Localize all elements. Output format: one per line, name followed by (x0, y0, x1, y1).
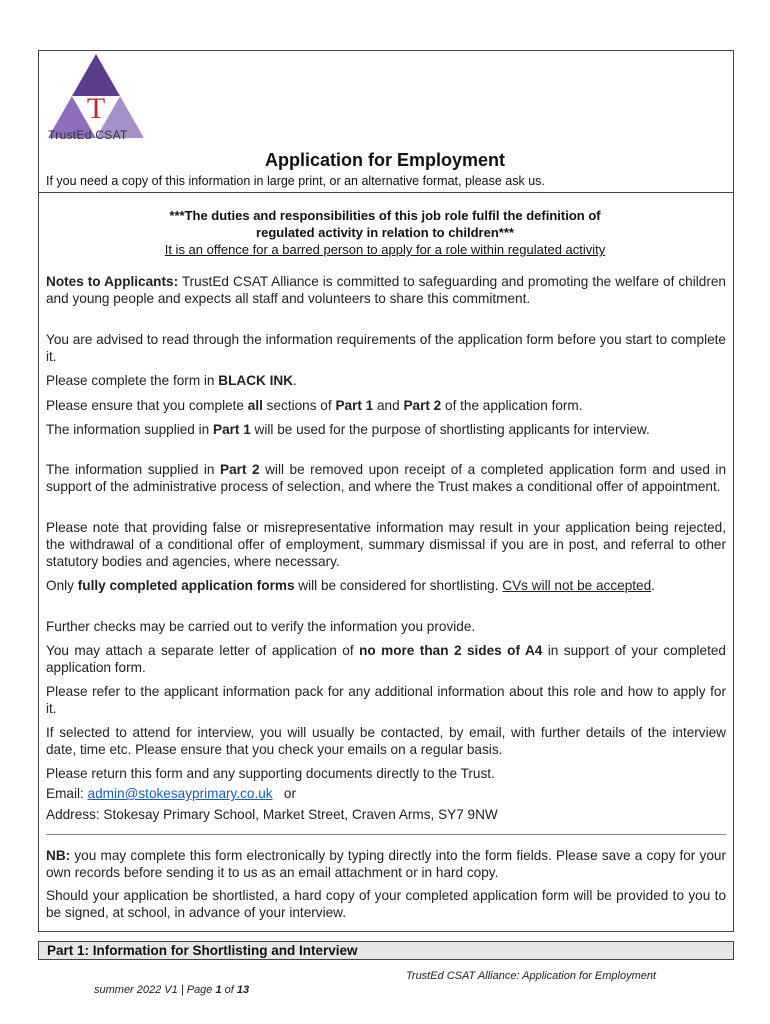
large-print-note: If you need a copy of this information in large print, or an alternative format, please ask us. (46, 174, 545, 188)
letter-of-application-paragraph: You may attach a separate letter of application of no more than 2 sides of A4 in support of your completed application form. (46, 643, 726, 675)
section-rule (46, 834, 726, 835)
part1-usage-paragraph: The information supplied in Part 1 will be used for the purpose of shortlisting applicants for interview. (46, 422, 650, 437)
black-ink-paragraph: Please complete the form in BLACK INK. (46, 373, 297, 388)
shortlisted-paragraph: Should your application be shortlisted, a hard copy of your completed application form will be provided to you to be signed, at school, in advance of your interview. (46, 888, 726, 920)
offence-notice: It is an offence for a barred person to apply for a role within regulated activity (164, 242, 606, 257)
header-divider (38, 192, 734, 193)
logo-letter: T (86, 92, 106, 125)
further-checks-paragraph: Further checks may be carried out to verify the information you provide. (46, 619, 476, 634)
notes-label: Notes to Applicants: (46, 274, 179, 289)
complete-all-paragraph: Please ensure that you complete all sections of Part 1 and Part 2 of the application form. (46, 398, 583, 413)
page-title: Application for Employment (264, 150, 505, 170)
fully-completed-paragraph: Only fully completed application forms will be considered for shortlisting. CVs will not be accepted. (46, 578, 655, 593)
notes-paragraph: Notes to Applicants: TrustEd CSAT Alliance is committed to safeguarding and promoting the welfare of children and young people and expects all staff and volunteers to share this commitment. (46, 274, 726, 306)
email-link[interactable]: admin@stokesayprimary.co.uk (87, 786, 273, 801)
part1-heading: Part 1: Information for Shortlisting and Interview (38, 941, 734, 960)
read-requirements-paragraph: You are advised to read through the information requirements of the application form before you start to complete it. (46, 332, 726, 364)
email-line: Email: admin@stokesayprimary.co.uk or (46, 786, 297, 801)
duties-line-1: ***The duties and responsibilities of this job role fulfil the definition of (169, 208, 601, 223)
address-line: Address: Stokesay Primary School, Market Street, Craven Arms, SY7 9NW (46, 807, 498, 822)
footer-title: TrustEd CSAT Alliance: Application for Employment (406, 970, 657, 982)
information-pack-paragraph: Please refer to the applicant information pack for any additional information about this role and how to apply for it. (46, 684, 726, 716)
return-form-paragraph: Please return this form and any supporting documents directly to the Trust. (46, 766, 495, 781)
nb-paragraph: NB: you may complete this form electronically by typing directly into the form fields. Please save a copy for your own records before sending it to us as an email attachment or in hard copy. (46, 848, 726, 880)
logo-text: TrustEd CSAT (48, 128, 128, 142)
footer-page-info: summer 2022 V1 | Page 1 of 13 (94, 984, 250, 996)
logo-top-triangle (72, 54, 120, 96)
part2-usage-paragraph: The information supplied in Part 2 will be removed upon receipt of a completed application form and used in support of the administrative process of selection, and where the Trust makes a conditional offer of appointment. (46, 462, 727, 494)
interview-contact-paragraph: If selected to attend for interview, you will usually be contacted, by email, with further details of the interview date, time etc. Please ensure that you check your emails on a regular basis. (46, 725, 726, 757)
false-information-paragraph: Please note that providing false or misrepresentative information may result in your application being rejected, the withdrawal of a conditional offer of employment, summary dismissal if you are in post, and referral to other statutory bodies and agencies, where necessary. (46, 520, 726, 569)
duties-line-2: regulated activity in relation to children*** (256, 225, 514, 240)
